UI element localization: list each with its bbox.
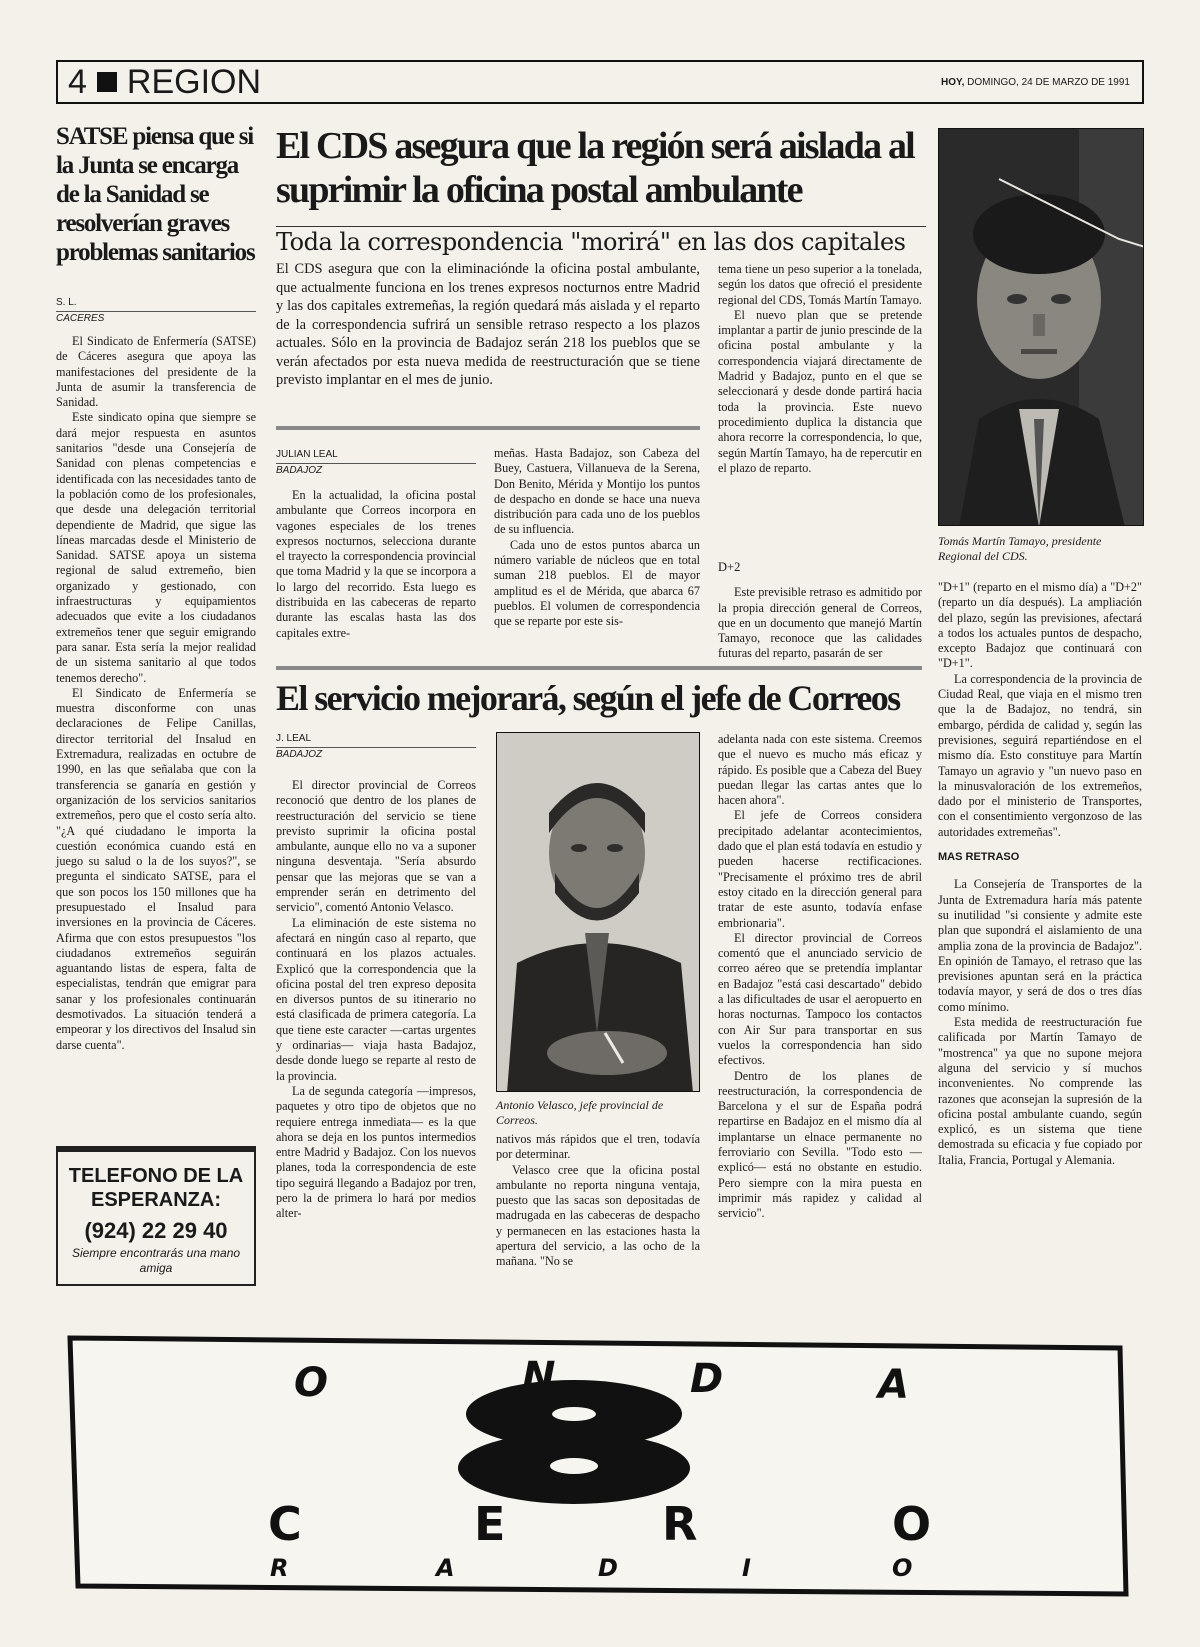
section-divider-rule xyxy=(276,666,922,670)
left-article-paragraph: El Sindicato de Enfermería se muestra disconforme con unas declaraciones de Felipe Canillas, director territorial del Insalud en Extremadura, realizadas en octubre de 1990, en las que señalaba que con la transferencia se ganaría en gestión y organización de los servicios sanitarios extremeños, pero que el costo sería alto. "¿A qué ciudadano le importa la cuestión económica cuando está en juego su salud o la de los suyos?", se pregunta el sindicato SATSE, para el que son pocos los 150 millones que ha presupuestado el Insalud para inversiones en la provincia de Cáceres. Afirma que con estos presupuestos "los ciudadanos extremeños seguirán aguantando listas de espera, falta de especialistas, tendrán que emigrar para sanar y los profesionales continuarán desmotivados. La situación tenderá a empeorar y los directivos del Insalud sin darse cuenta". xyxy=(56,685,256,1052)
ad-bottom-letter: D xyxy=(598,1554,618,1582)
ad-top-letter: D xyxy=(690,1356,724,1402)
photo-velasco-caption: Antonio Velasco, jefe provincial de Correos. xyxy=(496,1098,664,1127)
photo-antonio-velasco xyxy=(496,732,700,1092)
page-number: 4 xyxy=(68,63,87,101)
ad-middle-letter: O xyxy=(892,1497,932,1551)
second-article-headline: El servicio mejorará, según el jefe de Correos xyxy=(276,678,900,718)
main-article-paragraph: La correspondencia de la provincia de Ciudad Real, que viaja en el mismo tren que la de Badajoz, no tendrá, sin embargo, pérdida de calidad y, según las previsiones, seguirá repartiéndose en el mismo día. Esto constituye para Martín Tamayo un agravio y "un nuevo paso en la minusvaloración de los extremeños, dado por el ministerio de Transportes, con el consentimiento vergonzoso de las autoridades extremeñas". xyxy=(938,671,1142,839)
main-article-paragraph: Esta medida de reestructuración fue calificada por Martín Tamayo de "mostrenca" ya que no supone mejora alguna del servicio y sí muchos inconvenientes. No comprende las razones que aconsejan la supresión de la oficina postal ambulante cuando, según explicó, es un sistema que tiene demostrada su eficacia y fue copiado por Italia, Francia, Portugal y Alemania. xyxy=(938,1015,1142,1167)
page-header xyxy=(56,60,1144,104)
onda-cero-logo xyxy=(56,1318,1144,1618)
second-article-byline: J. LEAL xyxy=(276,732,476,748)
main-article-lead xyxy=(276,260,700,390)
onda-cero-advertisement xyxy=(56,1318,1144,1618)
main-article-paragraph: meñas. Hasta Badajoz, son Cabeza del Buey, Castuera, Villanueva de la Serena, Don Benito, Mérida y Montijo los puntos de despacho en donde se hace una nueva distribución para cada uno de los pueblos de su influencia. xyxy=(494,446,700,537)
main-article-headline: El CDS asegura que la región será aislada al suprimir la oficina postal ambulante xyxy=(276,125,914,211)
left-article-place: CACERES xyxy=(56,313,105,324)
second-article-paragraph: La de segunda categoría —impresos, paquetes y otro tipo de objetos que no requiere entrega inmediata— es la que ahora se deja en los puntos intermedios entre Madrid y Badajoz. Con los nuevos planes, toda la correspondencia de este tipo seguirá llegando a Badajoz por tren, pero la de primera lo hará por medios alter- xyxy=(276,1083,476,1221)
main-article-paragraph: La Consejería de Transportes de la Junta de Extremadura haría más patente su inutilidad "si consiente y admite este plan que supondrá el aislamiento de una amplia zona de la provincia de Badajoz". En opinión de Tamayo, el retraso que las previsiones apuntan será en la práctica todavía mayor, y será de dos o tres días como mínimo. xyxy=(938,877,1142,1014)
main-article-paragraph: En la actualidad, la oficina postal ambulante que Correos incorpora en vagones especiales de los trenes expresos nocturnos, selecciona durante el trayecto la correspondencia provincial que toma Madrid y la que se incorpora a lo largo del recorrido. Esta luego es distribuida en las cabeceras de reparto durante las escalas hasta las dos capitales extre- xyxy=(276,488,476,640)
main-article-paragraph: Cada uno de estos puntos abarca un número variable de núcleos que en total suman 218 pueblos. El de mayor amplitud es el de Mérida, que abarca 67 pueblos. El volumen de correspondencia que se reparte por este sis- xyxy=(494,537,700,629)
main-article-paragraph: "D+1" (reparto en el mismo día) a "D+2" (reparto un día después). La ampliación del plazo, según las previsiones, afectará a todos los actuales puntos de despacho, excepto Badajoz que continuará con "D+1". xyxy=(938,580,1142,671)
ad-middle-letter: R xyxy=(662,1497,698,1551)
second-article-paragraph: Velasco cree que la oficina postal ambulante no reporta ninguna ventaja, puesto que las sacas son depositadas de madrugada en las cabeceras de despacho y permanecen en las estaciones hasta la apertura del servicio, a las ocho de la mañana. "No se xyxy=(496,1162,700,1269)
second-article-place: BADAJOZ xyxy=(276,749,323,760)
portrait-illustration xyxy=(497,733,700,1092)
second-article-column-3 xyxy=(718,732,922,1222)
left-article-body xyxy=(56,334,256,1053)
main-article-column-3 xyxy=(718,262,922,476)
issue-date: DOMINGO, 24 DE MARZO DE 1991 xyxy=(967,76,1130,88)
left-article-byline-block xyxy=(56,296,256,337)
lead-rule xyxy=(276,426,700,430)
main-article-right-column xyxy=(938,580,1142,1168)
ad-top-letter: N xyxy=(522,1354,556,1400)
ad-middle-letter: C xyxy=(268,1497,302,1551)
main-article-subhead: Toda la correspondencia "morirá" en las dos capitales xyxy=(276,228,906,256)
left-article-byline: S. L. xyxy=(56,296,256,312)
ad-bottom-letter: R xyxy=(270,1554,289,1582)
second-article-byline-block xyxy=(276,732,476,773)
main-article-place: BADAJOZ xyxy=(276,465,323,476)
left-article-paragraph: El Sindicato de Enfermería (SATSE) de Cáceres asegura que apoya las manifestaciones del presidente de la Junta de asumir la transferencia de Sanidad. xyxy=(56,334,256,410)
ad-middle-letter: E xyxy=(474,1497,506,1551)
main-article-paragraph: tema tiene un peso superior a la tonelada, según los datos que ofreció el presidente regional del CDS, Tomás Martín Tamayo. xyxy=(718,262,922,307)
ad-bottom-letter: I xyxy=(742,1554,751,1582)
lead-paragraph: El CDS asegura que con la eliminaciónde la oficina postal ambulante, que actualmente funciona en los trenes expresos nocturnos entre Madrid y las dos capitales extremeñas, la región quedará más aislada y el reparto de la correspondencia sufrirá un sensible retraso respecto a los plazos actuales. Sólo en la provincia de Badajoz serán 218 los pueblos que se verán afectados por esta nueva medida de reestructuración que se tiene previsto implantar en el mes de junio. xyxy=(276,261,700,388)
subtitle-d2: D+2 xyxy=(718,560,741,574)
portrait-illustration xyxy=(939,129,1144,526)
photo-tamayo-caption: Tomás Martín Tamayo, presidente Regional del CDS. xyxy=(938,534,1102,563)
square-bullet-icon xyxy=(97,72,117,92)
photo-tomas-martin-tamayo xyxy=(938,128,1144,526)
left-article-paragraph: Este sindicato opina que siempre se dará mejor respuesta en asuntos sanitarios "desde una Consejería de Sanidad con plenas competencias e identificada con las necesidades tanto de la población como de los profesionales, que desde una delegación territorial dependiente de Madrid, que sigue las líneas marcadas desde el Ministerio de Sanidad. SATSE apoya un sistema regional de salud extremeño, bien organizado y gestionado, con infraestructuras y equipamientos adecuados que evite a los ciudadanos extremeños tener que seguir emigrando para sanar. Esta sería la mejor realidad de un sistema sanitario al que todos tenemos derecho". xyxy=(56,410,256,685)
ad-bottom-letter: A xyxy=(436,1554,455,1582)
subtitle-mas-retraso: MAS RETRASO xyxy=(938,851,1020,864)
dateline xyxy=(941,77,1142,88)
second-article-paragraph: Dentro de los planes de reestructuración, la correspondencia de Barcelona y el sur de España podrá repartirse en Badajoz en el mismo día al implantarse un elnace permanente no ferroviario con Sevilla. "Todo esto —explicó— está no obstante en estudio. Pero siempre con la mira puesta en imprimir más rapidez y calidad al servicio". xyxy=(718,1068,922,1221)
esperanza-tagline: Siempre encontrarás una mano amiga xyxy=(71,1246,241,1275)
main-article-paragraph: Este previsible retraso es admitido por la propia dirección general de Correos, que en un documento que manejó Martín Tamayo, reconoce que las calidades futuras del reparto, pasarán de ser xyxy=(718,585,922,661)
section-title: REGION xyxy=(126,63,262,101)
ad-top-letter: A xyxy=(878,1362,909,1408)
main-article-column-2 xyxy=(494,446,700,630)
paper-name: HOY, xyxy=(941,76,965,88)
second-article-paragraph: El director provincial de Correos reconoció que dentro de los planes de reestructuración del servicio se tiene previsto suprimir la oficina postal ambulante, aunque ello no va a suponer ninguna desventaja. "Sería absurdo pensar que las mejoras que se van a emprender serán en detrimento del servicio", comentó Antonio Velasco. xyxy=(276,778,476,915)
esperanza-phone: (924) 22 29 40 xyxy=(84,1218,228,1243)
second-article-paragraph: La eliminación de este sistema no afectará en ningún caso al reparto, que continuará en los plazos actuales. Explicó que la correspondencia que la oficina postal del tren expreso deposita en diversos puntos de su itinerario no está clasificada de primera categoría. La que tiene este caracter —cartas urgentes y ordinarias— viaja hasta Badajoz, desde donde luego se reparte al resto de la provincia. xyxy=(276,915,476,1083)
main-article-paragraph: El nuevo plan que se pretende implantar a partir de junio prescinde de la oficina postal ambulante y la correspondencia viajará directamente de Madrid y Badajoz, punto en el que se seleccionará y desde donde partirá hacia toda la provincia. Este nuevo procedimiento duplica la distancia que ahora recorre la correspondencia, lo que, según Martín Tamayo, ha de repercutir en el plazo de reparto. xyxy=(718,307,922,475)
left-article-headline: SATSE piensa que si la Junta se encarga de la Sanidad se resolverían graves problemas sanitarios xyxy=(56,123,255,266)
second-article-column-2 xyxy=(496,1132,700,1270)
second-article-paragraph: nativos más rápidos que el tren, todavía por determinar. xyxy=(496,1132,700,1162)
subhead-rule xyxy=(276,226,926,227)
esperanza-box xyxy=(56,1150,256,1286)
main-article-column-1 xyxy=(276,488,476,641)
main-article-byline: JULIAN LEAL xyxy=(276,448,476,464)
main-article-column-3-bottom xyxy=(718,560,922,662)
second-article-column-1 xyxy=(276,778,476,1222)
main-article-byline-block xyxy=(276,448,476,489)
esperanza-title: TELEFONO DE LA ESPERANZA: xyxy=(68,1165,244,1211)
ad-top-letter: O xyxy=(294,1360,329,1406)
ad-bottom-letter: O xyxy=(892,1554,913,1582)
second-article-paragraph: El director provincial de Correos comentó que el anunciado servicio de correo aéreo que se pretendía implantar en Badajoz "está casi descartado" debido a las dificultades de usar el aeropuerto en horas nocturnas. Tampoco los contactos con Air Sur para transportar en sus vuelos la correspondencia han sido efectivos. xyxy=(718,930,922,1068)
second-article-paragraph: El jefe de Correos considera precipitado adelantar acontecimientos, dado que el plan está todavía en estudio y pueden hacerse rectificaciones. "Precisamente el próximo tres de abril estoy citado en la dirección general para tratar de este asunto, todavía enfase embrionaria". xyxy=(718,808,922,930)
second-article-paragraph: adelanta nada con este sistema. Creemos que el nuevo es mucho más eficaz y rápido. Es posible que a Cabeza del Buey puedan llegar las cartas antes que lo hacen ahora". xyxy=(718,732,922,808)
